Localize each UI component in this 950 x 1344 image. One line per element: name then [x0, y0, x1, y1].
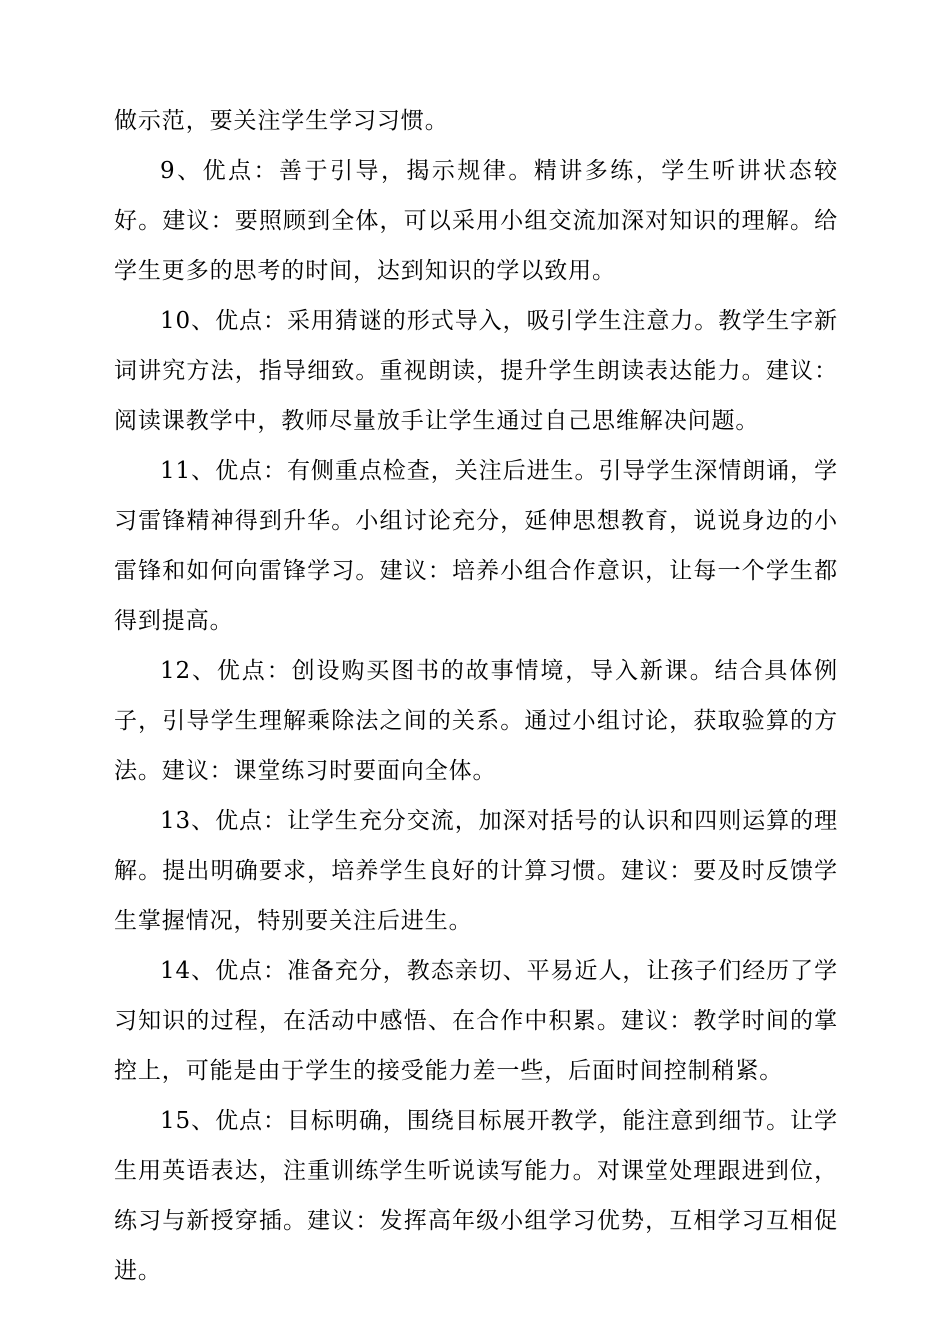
- paragraph-item-11: 11、优点：有侧重点检查，关注后进生。引导学生深情朗诵，学习雷锋精神得到升华。小组讨论充分，延伸思想教育，说说身边的小雷锋和如何向雷锋学习。建议：培养小组合作意识，让每一个学生都得到提高。: [114, 458, 838, 634]
- paragraph-continuation: 做示范，要关注学生学习习惯。: [114, 108, 449, 134]
- document-body: [114, 96, 838, 1296]
- paragraph-item-15: 15、优点：目标明确，围绕目标展开教学，能注意到细节。让学生用英语表达，注重训练学生听说读写能力。对课堂处理跟进到位，练习与新授穿插。建议：发挥高年级小组学习优势，互相学习互相促进。: [114, 1108, 838, 1284]
- paragraph-item-12: 12、优点：创设购买图书的故事情境，导入新课。结合具体例子，引导学生理解乘除法之间的关系。通过小组讨论，获取验算的方法。建议：课堂练习时要面向全体。: [114, 658, 838, 784]
- paragraph-item-10: 10、优点：采用猜谜的形式导入，吸引学生注意力。教学生字新词讲究方法，指导细致。重视朗读，提升学生朗读表达能力。建议：阅读课教学中，教师尽量放手让学生通过自己思维解决问题。: [114, 308, 838, 434]
- paragraph-item-14: 14、优点：准备充分，教态亲切、平易近人，让孩子们经历了学习知识的过程，在活动中感悟、在合作中积累。建议：教学时间的掌控上，可能是由于学生的接受能力差一些，后面时间控制稍紧。: [114, 958, 838, 1084]
- paragraph-item-13: 13、优点：让学生充分交流，加深对括号的认识和四则运算的理解。提出明确要求，培养学生良好的计算习惯。建议：要及时反馈学生掌握情况，特别要关注后进生。: [114, 808, 838, 934]
- paragraph-item-9: 9、优点：善于引导，揭示规律。精讲多练，学生听讲状态较好。建议：要照顾到全体，可以采用小组交流加深对知识的理解。给学生更多的思考的时间，达到知识的学以致用。: [114, 158, 838, 284]
